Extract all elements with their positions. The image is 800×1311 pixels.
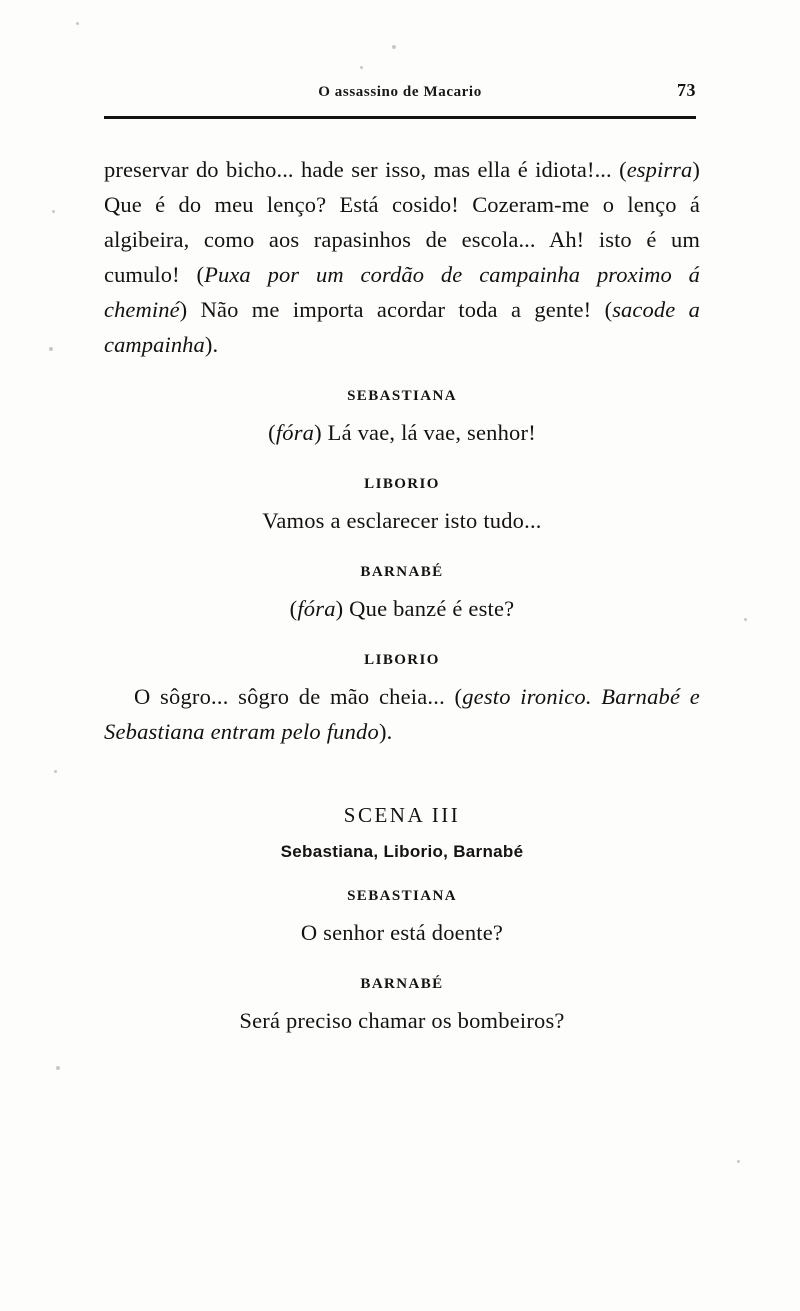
speaker-barnabe-1: BARNABÉ (360, 564, 444, 580)
speaker-liborio-2: LIBORIO (364, 652, 440, 668)
stage-direction-fora-2: fóra (297, 596, 336, 621)
scene-cast-list: Sebastiana, Liborio, Barnabé (280, 842, 524, 861)
page-content (104, 152, 700, 1038)
dialogue-line-2 (104, 503, 700, 538)
page-header (104, 80, 696, 101)
stage-direction-fora-1: fóra (275, 420, 315, 445)
dialogue-text-1: ) Lá vae, lá vae, senhor! (314, 420, 536, 445)
dialogue-line-6: Será preciso chamar os bombeiros? (239, 1008, 565, 1033)
paragraph-text-4: ). (204, 332, 219, 357)
opening-paragraph (104, 152, 700, 362)
scan-speck (392, 45, 396, 49)
speaker-sebastiana-2: SEBASTIANA (347, 888, 457, 904)
dialogue-line-1 (104, 415, 700, 450)
scan-speck (360, 66, 363, 69)
paragraph-text-1: preservar do bicho... hade ser isso, mas ella é idiota!... ( (104, 157, 627, 182)
scan-speck (52, 210, 55, 213)
running-title: O assassino de Macario (318, 84, 482, 100)
header-rule (104, 116, 696, 119)
speaker-liborio-1: LIBORIO (364, 476, 440, 492)
dialogue-line-4 (104, 679, 700, 749)
paragraph-text-2: ) Que é do meu lenço? Está cosido! Cozeram-me o lenço á algibeira, como aos rapasinhos de escola... Ah! isto é um cumulo! ( (104, 157, 700, 287)
dialogue-text-3: ) Que banzé é este? (335, 596, 515, 621)
stage-paren-open-2: ( (289, 596, 298, 621)
speaker-barnabe-2: BARNABÉ (360, 976, 444, 992)
scene-title: SCENA III (343, 803, 461, 827)
paragraph-text-3: ) Não me importa acordar toda a gente! ( (179, 297, 613, 322)
dialogue-text-4b: ). (378, 719, 393, 744)
scan-speck (56, 1066, 60, 1070)
speaker-sebastiana-1: SEBASTIANA (347, 388, 457, 404)
scan-speck (54, 770, 57, 773)
scan-speck (49, 347, 53, 351)
stage-direction-espirra: espirra (626, 157, 693, 182)
dialogue-text-2: Vamos a esclarecer isto tudo... (262, 508, 542, 533)
stage-direction-gesto-ironico: gesto ironico. Barnabé e Sebastiana entram pelo fundo (104, 684, 700, 744)
dialogue-line-3 (104, 591, 700, 626)
stage-paren-open-1: ( (268, 420, 276, 445)
scene-heading-block (104, 803, 700, 862)
dialogue-text-4a: O sôgro... sôgro de mão cheia... ( (134, 684, 463, 709)
scan-speck (744, 618, 747, 621)
scan-speck (737, 1160, 740, 1163)
dialogue-line-5: O senhor está doente? (300, 920, 504, 945)
page-number: 73 (677, 80, 696, 100)
stage-direction-sacode: sacode a campainha (104, 297, 701, 357)
scan-speck (76, 22, 79, 25)
stage-direction-campainha: Puxa por um cordão de campainha proximo á cheminé (104, 262, 700, 322)
